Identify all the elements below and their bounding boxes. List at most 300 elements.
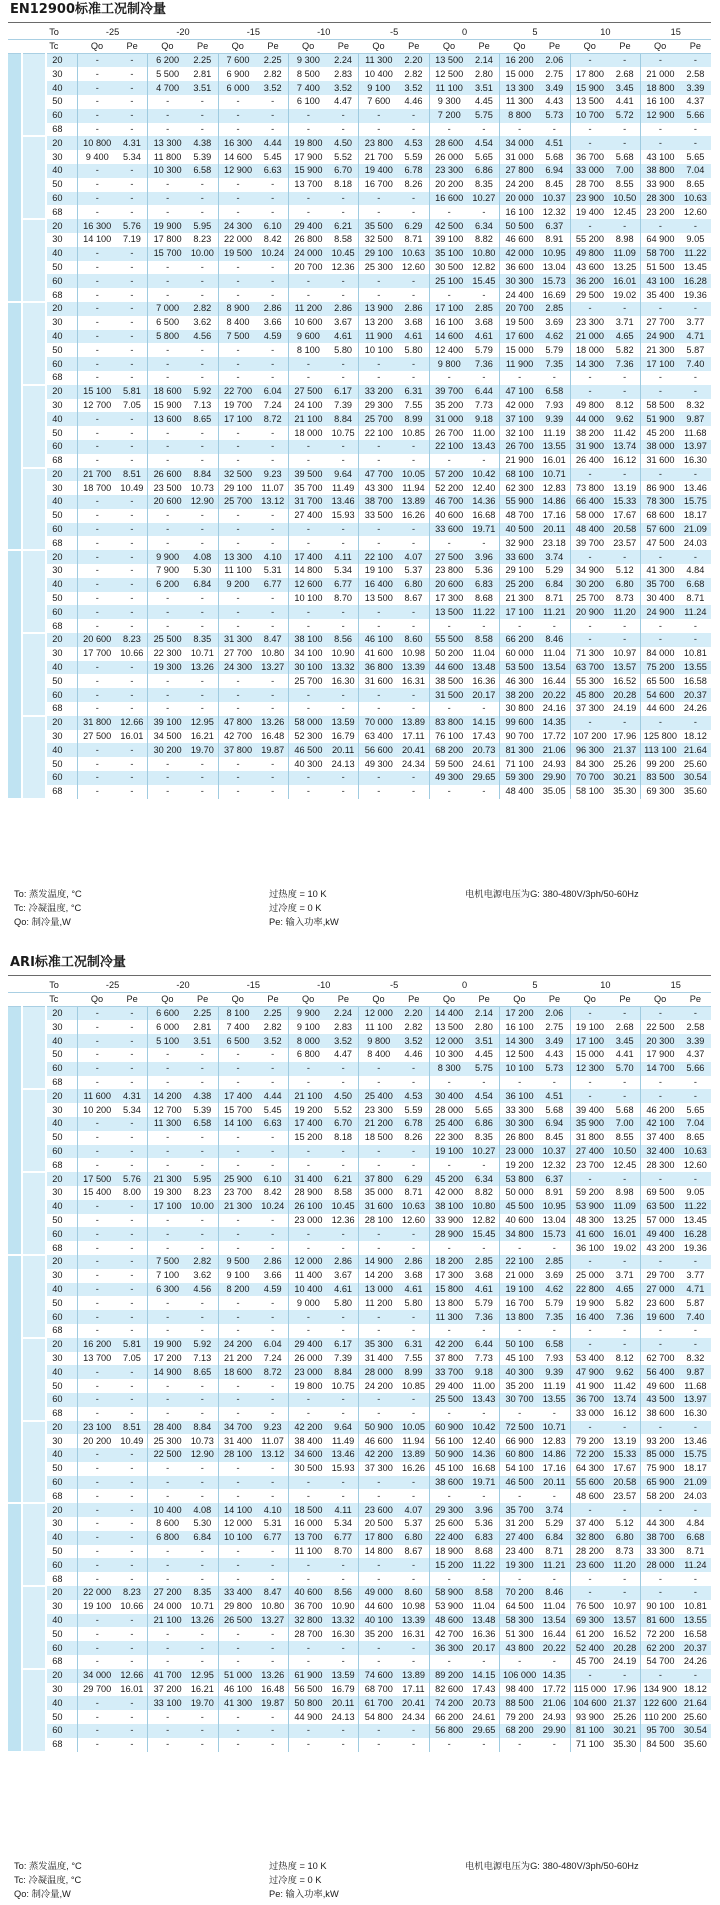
pe-value: 12.32	[539, 205, 570, 219]
qo-value: 14 100	[218, 1503, 257, 1517]
qo-value: 12 900	[641, 109, 680, 123]
pe-value: 6.10	[257, 1172, 288, 1186]
pe-value: 20.37	[680, 688, 711, 702]
pe-value: 24.03	[680, 1489, 711, 1503]
pe-value: -	[257, 1214, 288, 1228]
pe-value: 13.48	[469, 661, 500, 675]
pe-value: -	[187, 1407, 218, 1421]
table-row	[8, 412, 711, 426]
qo-value: -	[148, 1379, 187, 1393]
pe-value: -	[398, 454, 429, 468]
pe-value: 3.68	[469, 1269, 500, 1283]
pe-value: 10.37	[539, 192, 570, 206]
pe-value: 13.55	[680, 661, 711, 675]
pe-value: 16.26	[398, 1462, 429, 1476]
pe-value: 8.68	[469, 592, 500, 606]
pe-value: -	[257, 757, 288, 771]
qo-value: 40 600	[429, 509, 468, 523]
table-row	[8, 1352, 711, 1366]
pe-value: 24.16	[539, 702, 570, 716]
qo-value: 23 500	[148, 481, 187, 495]
pe-value: 4.45	[469, 1048, 500, 1062]
pe-value: 13.89	[398, 716, 429, 730]
qo-value: 7 600	[218, 54, 257, 68]
qo-value: 29 400	[289, 219, 328, 233]
pe-value: 35.30	[609, 1738, 640, 1752]
tc-value: 30	[46, 399, 77, 413]
qo-value: -	[77, 550, 116, 564]
pe-value: 5.79	[539, 343, 570, 357]
qo-value: -	[77, 592, 116, 606]
pe-value: 2.85	[539, 1255, 570, 1269]
header-pe-label: Pe	[187, 993, 218, 1007]
pe-value: 17.72	[539, 1683, 570, 1697]
qo-value: 60 900	[429, 1421, 468, 1435]
pe-value: 11.22	[680, 1200, 711, 1214]
pe-value: 15.93	[328, 509, 359, 523]
tc-value: 60	[46, 688, 77, 702]
pe-value: -	[117, 688, 148, 702]
pe-value: 6.21	[328, 1172, 359, 1186]
header-qo-label: Qo	[148, 993, 187, 1007]
pe-value: -	[187, 1158, 218, 1172]
tc-value: 60	[46, 1145, 77, 1159]
tc-value: 40	[46, 743, 77, 757]
table-row	[8, 647, 711, 661]
qo-value: -	[77, 1407, 116, 1421]
note-voltage: 电机电源电压为G: 380-480V/3ph/50-60Hz	[465, 889, 639, 899]
qo-value: 7 500	[218, 330, 257, 344]
qo-value: -	[218, 440, 257, 454]
qo-value: -	[570, 633, 609, 647]
pe-value: -	[187, 205, 218, 219]
tc-value: 60	[46, 1062, 77, 1076]
pe-value: 5.31	[257, 564, 288, 578]
pe-value: 30.21	[609, 1724, 640, 1738]
pe-value: -	[117, 661, 148, 675]
qo-value: 84 500	[641, 1738, 680, 1752]
model-cell	[8, 550, 22, 798]
qo-value: -	[148, 440, 187, 454]
qo-value: 62 200	[641, 1641, 680, 1655]
qo-value: -	[218, 702, 257, 716]
qo-value: -	[77, 1545, 116, 1559]
qo-value: 57 000	[641, 1214, 680, 1228]
pe-value: -	[469, 702, 500, 716]
table-row	[8, 205, 711, 219]
pe-value: 5.36	[469, 1517, 500, 1531]
qo-value: 15 700	[218, 1103, 257, 1117]
pe-value: -	[117, 1365, 148, 1379]
qo-value: 19 300	[148, 661, 187, 675]
tc-value: 30	[46, 1352, 77, 1366]
table-row	[8, 1600, 711, 1614]
table-row	[8, 1241, 711, 1255]
pe-value: 3.74	[539, 550, 570, 564]
tc-value: 50	[46, 1131, 77, 1145]
pe-value: -	[398, 192, 429, 206]
speed-cell	[22, 468, 46, 551]
table-row	[8, 302, 711, 316]
qo-value: -	[359, 1062, 398, 1076]
qo-value: 53 900	[570, 1200, 609, 1214]
qo-value: -	[289, 1724, 328, 1738]
pe-value: 11.21	[539, 1558, 570, 1572]
pe-value: 13.32	[328, 661, 359, 675]
qo-value: 13 600	[148, 412, 187, 426]
tc-value: 20	[46, 54, 77, 68]
pe-value: -	[257, 357, 288, 371]
qo-value: 57 600	[641, 523, 680, 537]
table-row	[8, 1062, 711, 1076]
qo-value: -	[218, 1724, 257, 1738]
pe-value: 10.98	[398, 1600, 429, 1614]
pe-value: 10.49	[117, 1434, 148, 1448]
pe-value: -	[187, 426, 218, 440]
qo-value: -	[641, 468, 680, 482]
pe-value: -	[117, 674, 148, 688]
qo-value: -	[218, 1710, 257, 1724]
qo-value: -	[77, 1324, 116, 1338]
qo-value: 25 700	[218, 495, 257, 509]
pe-value: 20.17	[469, 688, 500, 702]
qo-value: 7 200	[429, 109, 468, 123]
pe-value: -	[257, 454, 288, 468]
pe-value: 2.25	[187, 54, 218, 68]
qo-value: 39 500	[289, 468, 328, 482]
pe-value: -	[117, 1048, 148, 1062]
tc-value: 60	[46, 771, 77, 785]
qo-value: 15 900	[148, 399, 187, 413]
header-to-value: -5	[359, 26, 429, 40]
pe-value: 2.86	[398, 1255, 429, 1269]
qo-value: 14 200	[148, 1089, 187, 1103]
qo-value: 10 100	[500, 1062, 539, 1076]
pe-value: 4.11	[328, 1503, 359, 1517]
table-row	[8, 1007, 711, 1021]
qo-value: 34 000	[500, 136, 539, 150]
qo-value: -	[429, 1655, 468, 1669]
pe-value: -	[117, 274, 148, 288]
qo-value: 21 200	[359, 1117, 398, 1131]
pe-value: 14.36	[469, 495, 500, 509]
table-row	[8, 1434, 711, 1448]
header-to-value: -20	[148, 979, 218, 993]
pe-value: 13.27	[257, 661, 288, 675]
qo-value: 38 700	[641, 1531, 680, 1545]
pe-value: 16.01	[539, 454, 570, 468]
pe-value: 4.44	[257, 136, 288, 150]
qo-value: 7 100	[148, 1269, 187, 1283]
qo-value: 15 100	[77, 385, 116, 399]
pe-value: 6.78	[398, 1117, 429, 1131]
pe-value: -	[117, 1724, 148, 1738]
qo-value: 31 000	[429, 412, 468, 426]
pe-value: 10.81	[680, 647, 711, 661]
pe-value: -	[328, 1158, 359, 1172]
qo-value: 30 800	[500, 702, 539, 716]
qo-value: -	[77, 1558, 116, 1572]
pe-value: 8.00	[117, 1186, 148, 1200]
pe-value: 7.93	[539, 1352, 570, 1366]
qo-value: 93 200	[641, 1434, 680, 1448]
qo-value: 17 400	[289, 550, 328, 564]
pe-value: -	[117, 1489, 148, 1503]
pe-value: 24.03	[680, 536, 711, 550]
qo-value: 22 700	[218, 385, 257, 399]
pe-value: 16.48	[257, 1683, 288, 1697]
pe-value: -	[328, 1641, 359, 1655]
header-pe-label: Pe	[469, 40, 500, 54]
qo-value: 35 700	[641, 578, 680, 592]
pe-value: 3.71	[609, 1269, 640, 1283]
qo-value: -	[641, 302, 680, 316]
qo-value: 48 400	[500, 785, 539, 799]
qo-value: -	[218, 274, 257, 288]
tc-value: 30	[46, 647, 77, 661]
qo-value: 27 500	[429, 550, 468, 564]
qo-value: 46 600	[500, 233, 539, 247]
table-row	[8, 1020, 711, 1034]
table-row	[8, 1338, 711, 1352]
qo-value: 15 200	[429, 1558, 468, 1572]
qo-value: 83 800	[429, 716, 468, 730]
pe-value: 8.46	[539, 1586, 570, 1600]
table-row	[8, 454, 711, 468]
qo-value: 35 000	[359, 1186, 398, 1200]
table-row	[8, 1476, 711, 1490]
pe-value: 10.00	[187, 1200, 218, 1214]
tc-value: 20	[46, 1089, 77, 1103]
qo-value: -	[77, 1393, 116, 1407]
qo-value: 20 700	[289, 261, 328, 275]
qo-value: 19 100	[359, 564, 398, 578]
qo-value: 27 500	[77, 730, 116, 744]
pe-value: 10.80	[257, 647, 288, 661]
table-row	[8, 81, 711, 95]
tc-value: 30	[46, 481, 77, 495]
table-row	[8, 1627, 711, 1641]
qo-value: 15 700	[148, 247, 187, 261]
qo-value: 9 100	[359, 81, 398, 95]
table-row	[8, 550, 711, 564]
en12900-section	[8, 0, 711, 800]
qo-value: 26 700	[429, 426, 468, 440]
pe-value: 10.50	[609, 192, 640, 206]
pe-value: -	[328, 702, 359, 716]
tc-value: 68	[46, 1572, 77, 1586]
qo-value: 15 000	[500, 67, 539, 81]
qo-value: 113 100	[641, 743, 680, 757]
pe-value: 21.09	[680, 523, 711, 537]
pe-value: -	[328, 1476, 359, 1490]
pe-value: 11.94	[398, 1434, 429, 1448]
pe-value: 3.52	[257, 81, 288, 95]
qo-value: -	[641, 1572, 680, 1586]
qo-value: -	[429, 1324, 468, 1338]
pe-value: 13.26	[187, 661, 218, 675]
qo-value: -	[148, 95, 187, 109]
pe-value: -	[257, 1462, 288, 1476]
pe-value: 6.83	[469, 578, 500, 592]
pe-value: 4.59	[257, 1283, 288, 1297]
pe-value: 8.68	[469, 1545, 500, 1559]
qo-value: -	[218, 1489, 257, 1503]
qo-value: 16 200	[77, 1338, 116, 1352]
table-row	[8, 743, 711, 757]
header-qo-label: Qo	[218, 40, 257, 54]
pe-value: -	[257, 1489, 288, 1503]
pe-value: 5.31	[257, 1517, 288, 1531]
qo-value: -	[148, 178, 187, 192]
table-row	[8, 578, 711, 592]
qo-value: -	[359, 605, 398, 619]
pe-value: 4.50	[328, 136, 359, 150]
qo-value: 21 000	[570, 330, 609, 344]
pe-value: -	[609, 633, 640, 647]
tc-value: 30	[46, 1434, 77, 1448]
pe-value: 6.80	[398, 578, 429, 592]
qo-value: 19 800	[289, 1379, 328, 1393]
qo-value: 79 200	[570, 1434, 609, 1448]
qo-value: 25 400	[429, 1117, 468, 1131]
pe-value: 5.52	[328, 1103, 359, 1117]
pe-value: -	[187, 95, 218, 109]
pe-value: 8.82	[469, 1186, 500, 1200]
qo-value: 58 300	[500, 1614, 539, 1628]
qo-value: 58 200	[641, 1489, 680, 1503]
qo-value: -	[148, 1627, 187, 1641]
tc-value: 60	[46, 1641, 77, 1655]
qo-value: 31 600	[641, 454, 680, 468]
header-to-value: -5	[359, 979, 429, 993]
tc-value: 30	[46, 1103, 77, 1117]
pe-value: -	[609, 1076, 640, 1090]
pe-value: 6.84	[187, 578, 218, 592]
pe-value: 8.84	[328, 412, 359, 426]
qo-value: -	[218, 1310, 257, 1324]
pe-value: 10.42	[469, 1421, 500, 1435]
pe-value: -	[187, 1558, 218, 1572]
qo-value: 75 200	[641, 661, 680, 675]
pe-value: 13.46	[328, 1448, 359, 1462]
table-row	[8, 716, 711, 730]
qo-value: 71 100	[570, 1738, 609, 1752]
speed-cell	[22, 1089, 46, 1172]
pe-value: -	[187, 1655, 218, 1669]
qo-value: 34 100	[289, 647, 328, 661]
qo-value: 14 200	[359, 1269, 398, 1283]
qo-value: -	[77, 1627, 116, 1641]
pe-value: 2.20	[398, 54, 429, 68]
qo-value: -	[77, 440, 116, 454]
pe-value: 12.83	[539, 481, 570, 495]
pe-value: -	[257, 771, 288, 785]
pe-value: -	[257, 1710, 288, 1724]
pe-value: -	[187, 1048, 218, 1062]
qo-value: 42 100	[641, 1117, 680, 1131]
qo-value: 20 600	[429, 578, 468, 592]
pe-value: -	[117, 771, 148, 785]
ari-section	[8, 953, 711, 1753]
pe-value: 4.07	[398, 1503, 429, 1517]
qo-value: 81 600	[641, 1614, 680, 1628]
qo-value: -	[359, 454, 398, 468]
table-row	[8, 95, 711, 109]
qo-value: 24 200	[500, 178, 539, 192]
qo-value: -	[77, 674, 116, 688]
header-qo-label: Qo	[359, 993, 398, 1007]
pe-value: 4.37	[680, 95, 711, 109]
qo-value: 22 100	[429, 440, 468, 454]
tc-value: 68	[46, 123, 77, 137]
pe-value: 12.60	[398, 1214, 429, 1228]
qo-value: -	[77, 1641, 116, 1655]
pe-value: 15.45	[469, 274, 500, 288]
qo-value: -	[218, 785, 257, 799]
pe-value: 3.52	[257, 1034, 288, 1048]
pe-value: 11.49	[328, 481, 359, 495]
qo-value: 56 100	[429, 1434, 468, 1448]
qo-value: 37 800	[429, 1352, 468, 1366]
header-to-value: 0	[429, 979, 499, 993]
pe-value: 3.62	[187, 1269, 218, 1283]
qo-value: 8 100	[289, 343, 328, 357]
table-row	[8, 1117, 711, 1131]
pe-value: 4.54	[469, 136, 500, 150]
pe-value: 8.35	[187, 1586, 218, 1600]
qo-value: -	[148, 605, 187, 619]
qo-value: 33 000	[570, 164, 609, 178]
pe-value: 15.33	[609, 1448, 640, 1462]
pe-value: 6.84	[539, 1531, 570, 1545]
qo-value: -	[77, 1227, 116, 1241]
pe-value: -	[469, 1489, 500, 1503]
pe-value: -	[398, 1407, 429, 1421]
tc-value: 40	[46, 1034, 77, 1048]
qo-value: 63 500	[641, 1200, 680, 1214]
pe-value: 14.15	[469, 716, 500, 730]
pe-value: -	[117, 605, 148, 619]
pe-value: -	[257, 440, 288, 454]
qo-value: 16 100	[429, 316, 468, 330]
qo-value: -	[218, 1131, 257, 1145]
pe-value: 12.95	[187, 1669, 218, 1683]
header-to-value: 0	[429, 26, 499, 40]
qo-value: 18 500	[359, 1131, 398, 1145]
qo-value: -	[570, 54, 609, 68]
qo-value: 18 900	[429, 1545, 468, 1559]
pe-value: 7.24	[257, 399, 288, 413]
pe-value: -	[609, 1586, 640, 1600]
qo-value: -	[641, 1076, 680, 1090]
pe-value: 6.31	[398, 385, 429, 399]
qo-value: -	[148, 1545, 187, 1559]
pe-value: 5.45	[257, 150, 288, 164]
pe-value: 10.63	[398, 1200, 429, 1214]
qo-value: 11 600	[77, 1089, 116, 1103]
qo-value: -	[77, 578, 116, 592]
pe-value: 12.45	[609, 205, 640, 219]
qo-value: 70 200	[500, 1586, 539, 1600]
pe-value: 16.69	[539, 288, 570, 302]
tc-value: 50	[46, 509, 77, 523]
pe-value: -	[187, 1710, 218, 1724]
pe-value: -	[117, 743, 148, 757]
tc-value: 60	[46, 1393, 77, 1407]
pe-value: 3.68	[398, 316, 429, 330]
pe-value: 2.14	[469, 1007, 500, 1021]
